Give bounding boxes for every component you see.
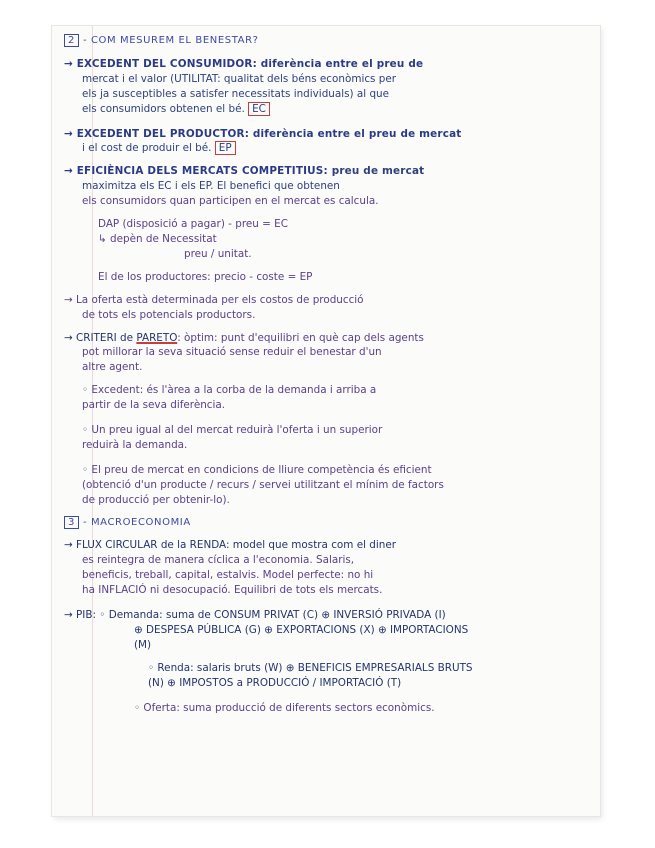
pib-renda-1: ◦ Renda: salaris bruts (W) ⊕ BENEFICIS EMPRESARIALS BRUTS <box>148 661 473 674</box>
ec-tag: EC <box>248 102 270 116</box>
section-2-title: - COM MESUREM EL BENESTAR? <box>82 35 259 46</box>
oferta-line-1: → La oferta està determinada per els costos de producció <box>64 293 364 306</box>
section-2-number: 2 <box>64 34 79 47</box>
ep-tag: EP <box>215 141 236 155</box>
section-3-title: - MACROECONOMIA <box>82 516 191 528</box>
ep-line-2-text: i el cost de produir el bé. <box>82 142 212 155</box>
pib-demanda-3: (M) <box>134 638 152 651</box>
eficiencia-line-1 <box>64 164 590 179</box>
eficiencia-line-3: els consumidors quan participen en el mercat es calcula. <box>82 195 379 208</box>
pib-label: → PIB: <box>64 609 96 622</box>
eficiencia-line-2: maximitza els EC i els EP. El benefici que obtenen <box>82 180 340 193</box>
pareto-name: PARETO <box>136 331 178 344</box>
bullet-3-line-1: ◦ El preu de mercat en condicions de lliure competència és eficient <box>82 463 432 476</box>
bullet-1-line-2: partir de la seva diferència. <box>82 399 226 412</box>
ec-line-4-text: els consumidors obtenen el bé. <box>82 102 245 115</box>
pib-renda-2: (N) ⊕ IMPOSTOS a PRODUCCIÓ / IMPORTACIÓ (T) <box>148 676 402 689</box>
bullet-3-line-2: (obtenció d'un producte / recurs / servei utilitzant el mínim de factors <box>82 478 444 491</box>
dap-line-2: ↳ depèn de Necessitat <box>98 232 217 245</box>
bullet-2-line-1: ◦ Un preu igual al del mercat reduirà l'oferta i un superior <box>82 424 383 437</box>
dap-line-4: El de los productores: precio - coste = EP <box>98 270 313 283</box>
flux-line-3: beneficis, treball, capital, estalvis. Model perfecte: no hi <box>82 569 374 582</box>
handwritten-notes <box>64 34 590 716</box>
ec-line-4 <box>64 102 590 117</box>
pib-oferta: ◦ Oferta: suma producció de diferents sectors econòmics. <box>134 701 435 714</box>
eficiencia-title-post: preu de mercat <box>331 165 425 178</box>
section-2-heading <box>64 34 590 49</box>
section-3-heading <box>64 516 590 531</box>
pareto-line-1 <box>64 331 590 346</box>
pib-demanda-1: ◦ Demanda: suma de CONSUM PRIVAT (C) ⊕ INVERSIÓ PRIVADA (I) <box>99 609 446 622</box>
pareto-pre: → CRITERI de <box>64 331 134 344</box>
eficiencia-title: → EFICIÈNCIA DELS MERCATS COMPETITIUS: <box>64 165 328 178</box>
pareto-line-2: pot millorar la seva situació sense reduir el benestar d'un <box>82 346 382 359</box>
ep-line-1: → EXCEDENT DEL PRODUCTOR: diferència entre el preu de mercat <box>64 127 462 140</box>
flux-line-2: es reintegra de manera cíclica a l'economia. Salaris, <box>82 554 355 567</box>
dap-line-1: DAP (disposició a pagar) - preu = EC <box>98 218 288 231</box>
pareto-line-3: altre agent. <box>82 361 143 374</box>
bullet-2-line-2: reduirà la demanda. <box>82 438 188 451</box>
flux-line-4: ha INFLACIÓ ni desocupació. Equilibri de tots els mercats. <box>82 584 383 597</box>
notebook-page <box>52 26 600 816</box>
bullet-1-line-1: ◦ Excedent: és l'àrea a la corba de la demanda i arriba a <box>82 384 377 397</box>
flux-line-1: → FLUX CIRCULAR de la RENDA: model que mostra com el diner <box>64 539 397 552</box>
dap-line-3: preu / unitat. <box>184 247 252 260</box>
pareto-post: : òptim: punt d'equilibri en què cap dels agents <box>177 331 424 344</box>
ec-line-1: → EXCEDENT DEL CONSUMIDOR: diferència entre el preu de <box>64 57 424 70</box>
ep-line-2 <box>64 141 590 156</box>
pib-demanda-2: ⊕ DESPESA PÚBLICA (G) ⊕ EXPORTACIONS (X) ⊕ IMPORTACIONS <box>134 624 469 636</box>
pib-line-1 <box>64 608 590 623</box>
oferta-line-2: de tots els potencials productors. <box>82 308 256 321</box>
bullet-3-line-3: de producció per obtenir-lo). <box>82 493 230 506</box>
ec-line-3: els ja susceptibles a satisfer necessitats individuals) al que <box>82 87 390 100</box>
section-3-number: 3 <box>64 516 79 529</box>
ec-line-2: mercat i el valor (UTILITAT: qualitat dels béns econòmics per <box>82 72 397 85</box>
